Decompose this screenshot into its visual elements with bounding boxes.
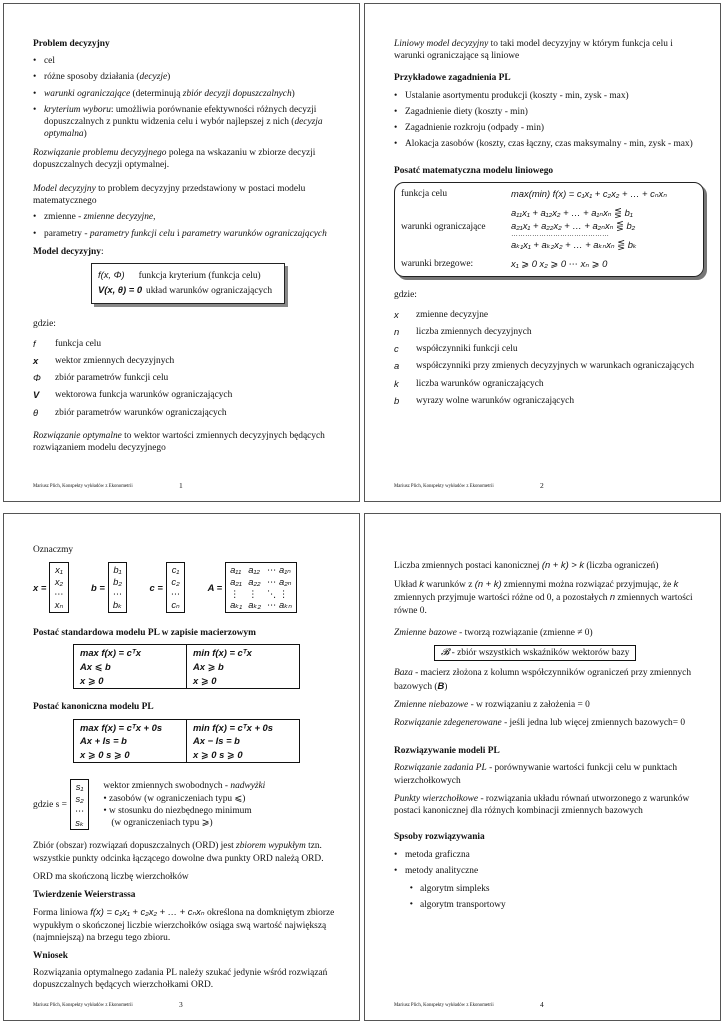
lp-model-table xyxy=(401,187,697,272)
paragraph xyxy=(394,38,704,62)
decision-problem-list xyxy=(33,55,343,140)
list-item xyxy=(33,104,343,141)
formula-desc: układ warunków ograniczających xyxy=(146,286,273,297)
section-heading xyxy=(33,246,343,258)
methods-list xyxy=(394,849,704,912)
section-heading: Spsoby rozwiązywania xyxy=(394,832,485,843)
list-text: parametry - xyxy=(44,228,90,239)
symbol-definitions xyxy=(33,338,343,424)
list-item xyxy=(394,138,704,150)
matrix-cell: x₂ xyxy=(54,575,64,587)
paragraph: ORD ma skończoną liczbę wierzchołków xyxy=(33,871,189,882)
slack-vector xyxy=(33,779,343,830)
text: wektor zmiennych swobodnych - xyxy=(103,781,231,792)
list-text: zmienne - xyxy=(44,212,84,223)
text: (w ograniczeniach typu ⩾) xyxy=(111,818,213,829)
list-item xyxy=(33,88,343,100)
footer: Mariusz Plich, Konspekty wykładów z Ekonometrii xyxy=(33,1002,133,1008)
standard-form-table xyxy=(73,644,300,689)
matrix-cell: x₁ xyxy=(55,564,63,576)
list-item xyxy=(394,90,704,102)
formula: V(x, θ) = 0 xyxy=(98,284,143,296)
definition-row xyxy=(394,343,704,360)
basis-index-box xyxy=(434,645,636,661)
paragraph xyxy=(394,578,704,617)
matrix-cell: aₖ₂ xyxy=(248,599,262,611)
matrix-cell: ⋯ aₖₙ xyxy=(267,599,292,611)
matrix-cell: ⋱ ⋮ xyxy=(267,587,289,599)
list-text: Zagadnienie diety (koszty - min) xyxy=(405,106,528,117)
matrix-cell: s₁ xyxy=(75,781,84,793)
term: Baza xyxy=(394,668,413,679)
definition-text: wyrazy wolne warunków ograniczających xyxy=(416,395,575,406)
form-row xyxy=(74,719,300,763)
formula: aₖ₁x₁ + aₖ₂x₂ + … + aₖₙxₙ ⋚ bₖ xyxy=(511,238,637,250)
term: Rozwiązanie optymalne xyxy=(33,430,122,441)
text: tzn. wszystkie punkty odcinka łączącego dowolne dwa punkty ORD należą ORD. xyxy=(33,841,324,864)
definition-text: zbiór parametrów warunków ograniczających xyxy=(55,407,227,418)
formula: a₂₁x₁ + a₂₂x₂ + … + a₂ₙxₙ ⋚ b₂ xyxy=(511,219,636,231)
matrix-cell: ⋯ xyxy=(112,587,123,599)
where-label: gdzie: xyxy=(33,318,56,329)
form-line: min f(x) = cᵀx + 0s xyxy=(193,721,273,733)
list-text: metody analityczne xyxy=(405,865,479,876)
sub-list xyxy=(409,883,704,911)
text: - tworzą rozwiązanie (zmienne ≠ 0) xyxy=(456,627,593,638)
list-item xyxy=(33,211,343,223)
matrix-cell: b₁ xyxy=(113,564,122,576)
text: Układ xyxy=(394,580,420,591)
term: Punkty wierzchołkowe xyxy=(394,793,479,804)
list-text: ) xyxy=(83,129,87,140)
section-heading: Rozwiązywanie modeli PL xyxy=(394,746,500,757)
slide-title: Problem decyzyjny xyxy=(33,39,110,49)
matrix-cell: ⋯ a₂ₙ xyxy=(267,575,292,587)
matrix-cell: ⋯ a₁ₙ xyxy=(267,564,291,576)
matrix-label: x = xyxy=(33,581,47,593)
definition-symbol: θ xyxy=(33,406,39,418)
definition-row xyxy=(394,378,704,395)
text: w stosunku do niezbędnego minimum xyxy=(108,805,252,816)
form-line: min f(x) = cᵀx xyxy=(193,647,252,659)
form-line: max f(x) = cᵀx + 0s xyxy=(80,721,163,733)
term: Liniowy model decyzyjny xyxy=(394,39,489,49)
definition-row xyxy=(33,355,343,372)
list-item xyxy=(409,899,704,911)
section-heading: Twierdzenie Weierstrassa xyxy=(33,890,136,901)
list-term: parametry funkcji celu xyxy=(89,228,175,239)
matrix-cell: aₖ₁ xyxy=(230,599,243,611)
matrix-label: c = xyxy=(149,581,163,593)
definition-text: zbiór parametrów funkcji celu xyxy=(55,373,169,384)
paragraph xyxy=(33,147,343,171)
definition-row xyxy=(394,395,704,412)
form-line: max f(x) = cᵀx xyxy=(80,647,141,659)
list-text: cel xyxy=(44,56,55,67)
text: polega na wskazaniu w zbiorze decyzji dopuszczalnych decyzji optymalnej. xyxy=(33,147,316,170)
formula: k xyxy=(673,578,679,590)
section-heading: Postać kanoniczna modelu PL xyxy=(33,702,154,713)
term: Zmienne bazowe xyxy=(394,627,457,638)
heading-colon: : xyxy=(100,246,104,257)
list-item xyxy=(394,122,704,134)
text: Forma liniowa xyxy=(33,908,91,919)
definition-row xyxy=(33,389,343,406)
definition-symbol: k xyxy=(394,377,399,389)
paragraph xyxy=(394,793,704,817)
term: Rozwiązanie zdegenerowane xyxy=(394,717,502,728)
list-term: kryterium wyboru xyxy=(44,104,111,115)
matrix-cell: xₙ xyxy=(54,599,64,611)
canonical-form-table xyxy=(73,719,300,764)
formula-dots: …………………………………… xyxy=(511,231,609,239)
term: Model decyzyjny xyxy=(33,183,96,194)
form-line: x ⩾ 0 xyxy=(80,674,104,686)
paragraph xyxy=(394,667,704,692)
matrix-cell: bₖ xyxy=(112,599,123,611)
matrix-cell: ⋯ xyxy=(54,587,64,599)
formula: (n + k) xyxy=(474,578,502,590)
text: - porównywanie wartości funkcji celu w punktach wierzchołkowych xyxy=(394,763,678,786)
formula: x₁ ⩾ 0 x₂ ⩾ 0 ⋯ xₙ ⩾ 0 xyxy=(511,258,608,270)
section-heading: Posatć matematyczna modelu liniowego xyxy=(394,165,554,176)
slide-3 xyxy=(3,513,360,1021)
matrix-body xyxy=(49,562,68,613)
matrix-cell: a₁₁ xyxy=(230,564,242,576)
formula: f(x) = c₁x₁ + c₂x₂ + … + cₙxₙ xyxy=(90,906,205,918)
form-cell xyxy=(187,719,300,763)
list-item xyxy=(409,883,704,895)
definition-symbol: n xyxy=(394,325,400,337)
definition-text: wektorowa funkcja warunków ograniczających xyxy=(55,390,233,401)
notation-label: Oznaczmy xyxy=(33,545,74,555)
vector-b xyxy=(91,562,127,613)
paragraph xyxy=(394,627,704,639)
list-text: różne sposoby działania ( xyxy=(44,72,140,83)
slack-line xyxy=(103,780,265,792)
definition-symbol: c xyxy=(394,343,399,355)
matrix-body xyxy=(108,562,127,613)
matrix-body xyxy=(166,562,185,613)
footer: Mariusz Plich, Konspekty wykładów z Ekonometrii xyxy=(33,483,133,489)
list-text: algorytm simpleks xyxy=(420,883,490,894)
text: warunków z xyxy=(423,580,475,591)
definition-row xyxy=(394,309,704,326)
matrix-cell: ⋯ xyxy=(74,804,85,816)
form-line: Ax ⩾ b xyxy=(193,661,224,673)
slack-line: • w stosunku do niezbędnego minimum xyxy=(103,805,252,816)
text: Zbiór (obszar) rozwiązań dopuszczalnych (ORD) jest xyxy=(33,841,237,852)
list-term: zmienne decyzyjne xyxy=(83,212,154,223)
list-text: Alokacja zasobów (koszty, czas łączny, czas maksymalny - min, zysk - max) xyxy=(405,139,693,150)
vector-x xyxy=(33,562,69,613)
definition-text: współczynniki przy zmienych decyzyjnych w warunkach ograniczających xyxy=(416,361,695,372)
definition-symbol: b xyxy=(394,394,400,406)
definition-text: wektor zmiennych decyzyjnych xyxy=(55,355,175,366)
text: zmiennych przyjmuje wartości różne od 0, a pozostałych xyxy=(394,593,610,604)
examples-list xyxy=(394,90,704,151)
model-row xyxy=(98,284,278,297)
list-text: algorytm transportowy xyxy=(420,900,506,911)
paragraph xyxy=(394,717,704,729)
row-label: warunki ograniczające xyxy=(401,221,486,232)
matrix-label: A = xyxy=(207,581,223,593)
page-number: 3 xyxy=(179,1000,183,1010)
form-line: x ⩾ 0 s ⩾ 0 xyxy=(80,748,130,760)
definition-text: liczba warunków ograniczających xyxy=(416,378,544,389)
lp-model-box xyxy=(394,182,704,277)
paragraph xyxy=(33,906,343,944)
form-cell xyxy=(187,645,300,689)
slide-1 xyxy=(3,3,360,502)
list-item xyxy=(33,228,343,240)
matrix-cell: ⋯ xyxy=(170,587,181,599)
definition-text: współczynniki funkcji celu xyxy=(416,344,518,355)
text: (liczba ograniczeń) xyxy=(584,561,659,571)
footer: Mariusz Plich, Konspekty wykładów z Ekonometrii xyxy=(394,1002,494,1008)
matrix-a xyxy=(208,562,297,613)
matrix-label xyxy=(33,799,67,811)
term: Zmienne niebazowe xyxy=(394,699,469,710)
list-item xyxy=(33,71,343,83)
definition-row xyxy=(33,372,343,389)
matrix-notation xyxy=(33,562,343,613)
paragraph xyxy=(394,699,704,711)
term: zbiorem wypukłym xyxy=(236,841,306,852)
list-text: , xyxy=(153,212,156,223)
formula: k xyxy=(419,578,424,590)
term: Rozwiązanie zadania PL xyxy=(394,763,487,774)
row-label: warunki brzegowe: xyxy=(401,259,474,270)
paragraph xyxy=(394,559,704,572)
page-number: 4 xyxy=(540,1000,544,1010)
symbol-definitions xyxy=(394,309,704,412)
text: ) xyxy=(444,681,448,692)
model-row xyxy=(401,252,697,271)
matrix-cell: a₂₂ xyxy=(248,575,261,587)
model-row xyxy=(401,201,697,252)
matrix-cell: s₂ xyxy=(75,793,84,805)
matrix-cell: cₙ xyxy=(171,599,180,611)
text: to problem decyzyjny przedstawiony w postaci modelu matematycznego xyxy=(33,183,306,207)
list-text: ) xyxy=(291,88,295,99)
list-text: i xyxy=(174,228,182,239)
section-heading: Przykładowe zagadnienia PL xyxy=(394,73,511,84)
term: Rozwiązanie problemu decyzyjnego xyxy=(33,147,167,158)
matrix-cell: b₂ xyxy=(113,575,122,587)
form-line: Ax + Is = b xyxy=(80,735,127,747)
matrix-cell: ⋮ xyxy=(230,587,240,599)
matrix-body xyxy=(70,779,89,830)
definition-symbol: a xyxy=(394,360,400,372)
form-line: Ax ⩽ b xyxy=(80,661,111,673)
matrix-body xyxy=(225,562,297,613)
vector-c xyxy=(150,562,186,613)
text: - w rozwiązaniu z założenia = 0 xyxy=(468,699,590,710)
definition-text: liczba zmiennych decyzyjnych xyxy=(416,326,532,337)
formula-block xyxy=(511,201,697,252)
list-text: Ustalanie asortymentu produkcji (koszty - min, zysk - max) xyxy=(405,90,629,101)
form-line: x ⩾ 0 s ⩾ 0 xyxy=(193,748,243,760)
paragraph xyxy=(33,183,343,207)
formula: f(x, Φ) xyxy=(98,269,125,281)
basis-symbol: 𝓑 xyxy=(441,647,450,659)
section-heading: Postać standardowa modelu PL w zapisie macierzowym xyxy=(33,628,256,639)
text: - zbiór wszystkich wskaźników wektorów bazy xyxy=(449,648,630,659)
section-heading: Wniosek xyxy=(33,950,68,961)
definition-symbol: x xyxy=(394,308,399,320)
formula: (n + k) > k xyxy=(541,559,585,570)
text: określona na domkniętym zbiorze wypukłym o skończonej liczbie wierzchołków osiąga swą wartość największą (najmniejszą) na brzegu tego zbioru. xyxy=(33,908,335,943)
definition-symbol: V xyxy=(33,389,40,401)
list-item xyxy=(394,865,704,912)
form-line: Ax − Is = b xyxy=(193,735,240,747)
formula: n xyxy=(609,591,616,603)
text: - jeśli jedna lub więcej zmiennych bazowych= 0 xyxy=(501,717,686,728)
list-term: zbiór decyzji dopuszczalnych xyxy=(182,88,292,99)
list-text: : umożliwia porównanie efektywności różnych decyzji dopuszczalnych z punktu widzenia celu i wybór najlepszej z nich ( xyxy=(44,104,317,128)
matrix-cell: a₂₁ xyxy=(230,575,242,587)
slide-4 xyxy=(364,513,721,1021)
matrix-cell: c₁ xyxy=(171,564,180,576)
form-line: x ⩾ 0 xyxy=(193,674,217,686)
where-label: gdzie: xyxy=(394,289,417,300)
text: Liczba zmiennych postaci kanonicznej xyxy=(394,561,542,571)
definition-row xyxy=(394,360,704,377)
slide-2 xyxy=(364,3,721,502)
definition-symbol: f xyxy=(33,337,36,349)
matrix-label: b = xyxy=(91,581,105,593)
definition-row xyxy=(394,326,704,343)
text: zasobów (w ograniczeniach typu ⩽) xyxy=(108,793,246,804)
model-row xyxy=(98,269,278,282)
list-item xyxy=(394,106,704,118)
slack-line: • zasobów (w ograniczeniach typu ⩽) xyxy=(103,793,246,804)
matrix-cell: ⋮ xyxy=(248,587,258,599)
model-elements-list xyxy=(33,211,343,239)
slack-line xyxy=(103,817,265,829)
definition-text: zmienne decyzyjne xyxy=(416,309,489,320)
formula-desc: funkcja kryterium (funkcja celu) xyxy=(138,271,261,282)
text: zmiennymi można rozwiązać przyjmując, że xyxy=(501,580,674,591)
page-number: 1 xyxy=(179,481,183,491)
form-row xyxy=(74,645,300,689)
term: nadwyżki xyxy=(230,781,266,792)
definition-row xyxy=(33,338,343,355)
formula: a₁₁x₁ + a₁₂x₂ + … + a₁ₙxₙ ⋚ b₁ xyxy=(511,206,633,218)
form-cell xyxy=(74,719,187,763)
form-cell xyxy=(74,645,187,689)
definition-symbol: Φ xyxy=(33,372,41,384)
text: zmiennych wartości równe 0. xyxy=(394,593,693,616)
text: - macierz złożona z kolumn współczynników ograniczeń przy zmiennych bazowych ( xyxy=(394,668,692,692)
list-term: warunki ograniczające xyxy=(44,88,131,99)
list-term: decyzja optymalna xyxy=(44,117,323,140)
heading-text: Model decyzyjny xyxy=(33,246,101,257)
slack-description xyxy=(103,780,265,829)
paragraph xyxy=(33,430,343,454)
model-row xyxy=(401,187,697,201)
paragraph xyxy=(394,762,704,786)
list-term: decyzje xyxy=(139,72,168,83)
definition-symbol: x xyxy=(33,354,39,366)
paragraph xyxy=(33,840,343,864)
formula: B xyxy=(437,679,445,691)
matrix-cell: c₂ xyxy=(171,575,180,587)
definition-text: funkcja celu xyxy=(55,338,102,349)
slack-label: gdzie s = xyxy=(33,799,67,810)
page-number: 2 xyxy=(540,481,544,491)
definition-row xyxy=(33,407,343,424)
text: - rozwiązania układu równań utworzonego z warunków postaci kanonicznej dla różnych kombinacji zmiennych bazowych xyxy=(394,793,690,817)
matrix-cell: a₁₂ xyxy=(248,564,260,576)
list-item xyxy=(394,849,704,861)
formula: max(min) f(x) = c₁x₁ + c₂x₂ + … + cₙxₙ xyxy=(511,187,667,199)
model-box xyxy=(91,263,285,303)
list-text: (determinują xyxy=(130,88,183,99)
list-term: parametry warunków ograniczających xyxy=(181,228,327,239)
footer: Mariusz Plich, Konspekty wykładów z Ekonometrii xyxy=(394,483,494,489)
list-item xyxy=(33,55,343,67)
text: to wektor wartości zmiennych decyzyjnych będących rozwiązaniem modelu decyzyjnego xyxy=(33,430,325,454)
paragraph: Rozwiązania optymalnego zadania PL należy szukać jedynie wśród rozwiązań dopuszczalnych będących wierzchołkami ORD. xyxy=(33,968,328,991)
text: to taki model decyzyjny w którym funkcja celu i warunki ograniczające są liniowe xyxy=(394,39,673,62)
row-label: funkcja celu xyxy=(401,188,448,199)
list-text: Zagadnienie rozkroju (odpady - min) xyxy=(405,123,545,134)
list-text: metoda graficzna xyxy=(405,849,470,860)
list-text: ) xyxy=(167,72,171,83)
matrix-cell: sₖ xyxy=(75,816,84,828)
